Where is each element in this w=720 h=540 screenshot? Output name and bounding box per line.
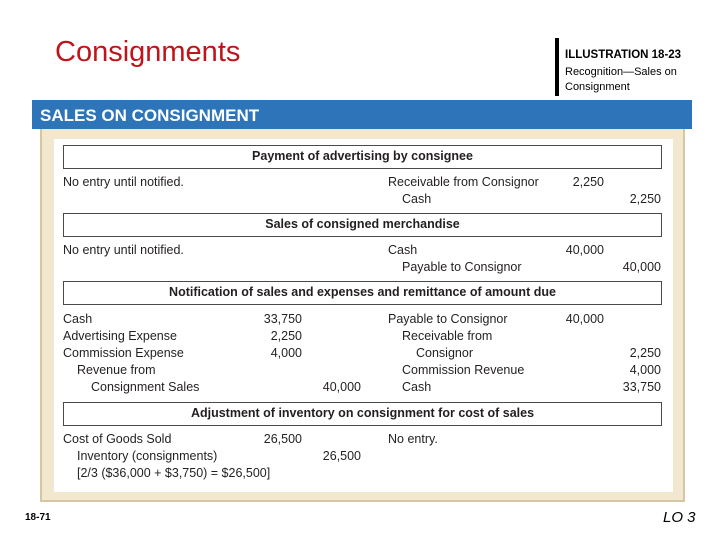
illustration-caption-line2: Consignment [565,81,630,93]
journal-account: Commission Revenue [402,363,525,377]
journal-account: Payable to Consignor [402,260,522,274]
illustration-caption-line1: Recognition—Sales on [565,66,677,78]
journal-account: Cost of Goods Sold [63,432,172,446]
journal-account: Commission Expense [63,346,184,360]
journal-account: Receivable from Consignor [388,175,539,189]
journal-account: Consignment Sales [91,380,200,394]
consignor-entry-text: No entry until notified. [63,175,184,189]
debit-amount: 2,250 [572,175,604,189]
sales-on-consignment-banner [32,100,692,129]
illustration-number: ILLUSTRATION 18-23 [565,49,682,61]
credit-amount: 33,750 [622,380,661,394]
journal-account: Consignor [416,346,473,360]
journal-account: Cash [402,192,432,206]
section-heading-notification: Notification of sales and expenses and remittance of amount due [63,281,662,305]
debit-amount: 26,500 [263,432,302,446]
consignee-entry-text: No entry. [388,432,438,446]
credit-amount: 40,000 [622,260,661,274]
credit-amount: 26,500 [322,449,361,463]
debit-amount: 40,000 [565,312,604,326]
section-heading-adjustment: Adjustment of inventory on consignment for cost of sales [63,402,662,426]
journal-account: Advertising Expense [63,329,177,343]
journal-account: Cash [402,380,432,394]
journal-account: Cash [63,312,93,326]
credit-amount: 2,250 [629,192,661,206]
journal-account: Cash [388,243,418,257]
debit-amount: 2,250 [270,329,302,343]
debit-amount: 40,000 [565,243,604,257]
journal-account: Revenue from [77,363,156,377]
journal-account: Receivable from [402,329,493,343]
slide-title: Consignments [55,36,241,68]
banner-text: SALES ON CONSIGNMENT [40,106,260,125]
header-divider [555,38,559,96]
computation-note: [2/3 ($36,000 + $3,750) = $26,500] [77,466,271,480]
section-heading-advertising: Payment of advertising by consignee [63,145,662,169]
section-heading-sales: Sales of consigned merchandise [63,213,662,237]
illustration-caption [565,65,715,95]
slide-number: 18-71 [25,512,51,523]
journal-account: Inventory (consignments) [77,449,218,463]
journal-account: Payable to Consignor [388,312,508,326]
debit-amount: 4,000 [270,346,302,360]
credit-amount: 2,250 [629,346,661,360]
credit-amount: 40,000 [322,380,361,394]
consignor-entry-text: No entry until notified. [63,243,184,257]
credit-amount: 4,000 [629,363,661,377]
debit-amount: 33,750 [263,312,302,326]
learning-objective: LO 3 [663,509,696,526]
